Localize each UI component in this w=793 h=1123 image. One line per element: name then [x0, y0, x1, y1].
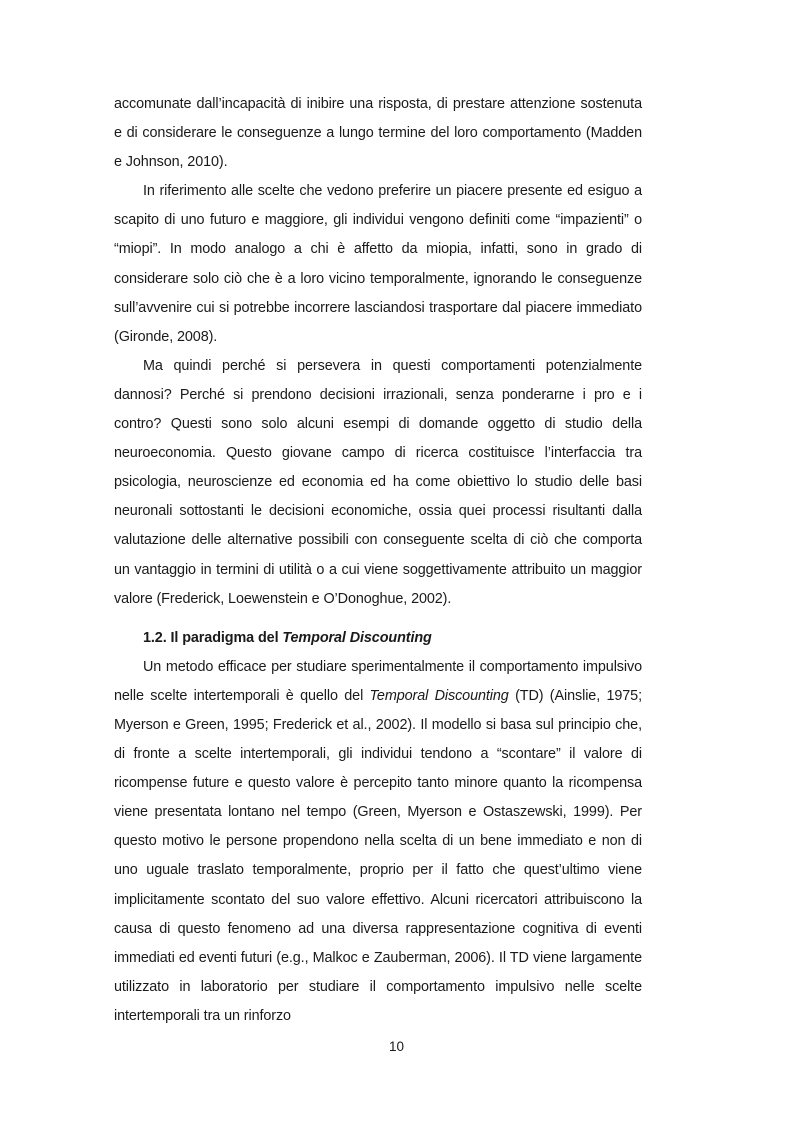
page-number: 10: [388, 1039, 405, 1054]
body-text: [114, 90, 642, 1031]
paragraph-continuation: accomunate dall’incapacità di inibire una risposta, di prestare attenzione sostenuta e di considerare le conseguenze a lungo termine del loro comportamento (Madden e Johnson, 2010).: [114, 96, 642, 171]
paragraph-neuroeconomics: Ma quindi perché si persevera in questi comportamenti potenzialmente dannosi? Perché si prendono decisioni irrazionali, senza ponderarne i pro e i contro? Questi sono solo alcuni esempi di domande oggetto di studio della neuroeconomia. Questo giovane campo di ricerca costituisce l’interfaccia tra psicologia, neuroscienze ed economia ed ha come obiettivo lo studio delle basi neuronali sottostanti le decisioni economiche, ossia quei processi risultanti dalla valutazione delle alternative possibili con conseguente scelta di ciò che comporta un vantaggio in termini di utilità o a cui viene soggettivamente attribuito un maggior valore (Frederick, Loewenstein e O’Donoghue, 2002).: [114, 357, 642, 607]
td-paragraph-part2: (TD) (Ainslie, 1975; Myerson e Green, 1995; Frederick et al., 2002). Il modello si basa sul principio che, di fronte a scelte intertemporali, gli individui tendono a “scontare” il valore di ricompense future e questo valore è percepito tanto minore quanto la ricompensa viene presentata lontano nel tempo (Green, Myerson e Ostaszewski, 1999). Per questo motivo le persone propendono nella scelta di un bene immediato e non di uno uguale traslato temporalmente, proprio per il fatto che quest’ultimo viene implicitamente scontato del suo valore effettivo. Alcuni ricercatori attribuiscono la causa di questo fenomeno ad una diversa rappresentazione cognitiva di eventi immediati ed eventi futuri (e.g., Malkoc e Zauberman, 2006). Il TD viene largamente utilizzato in laboratorio per studiare il comportamento impulsivo nelle scelte intertemporali tra un rinforzo: [114, 687, 642, 1024]
td-paragraph-part1: Un metodo efficace per studiare sperimentalmente il comportamento impulsivo nelle scelte intertemporali è quello del: [114, 658, 642, 704]
paragraph-myopia: In riferimento alle scelte che vedono preferire un piacere presente ed esiguo a scapito di uno futuro e maggiore, gli individui vengono definiti come “impazienti” o “miopi”. In modo analogo a chi è affetto da miopia, infatti, sono in grado di considerare solo ciò che è a loro vicino temporalmente, ignorando le conseguenze sull’avvenire cui si potrebbe incorrere lasciandosi trasportare dal piacere immediato (Gironde, 2008).: [114, 183, 642, 345]
section-heading: [143, 624, 642, 653]
paragraph-temporal-discounting: [114, 653, 642, 1031]
section-heading-number: 1.2. Il paradigma del: [143, 629, 279, 646]
td-paragraph-italic: Temporal Discounting: [369, 687, 509, 704]
section-heading-italic: Temporal Discounting: [282, 629, 432, 646]
